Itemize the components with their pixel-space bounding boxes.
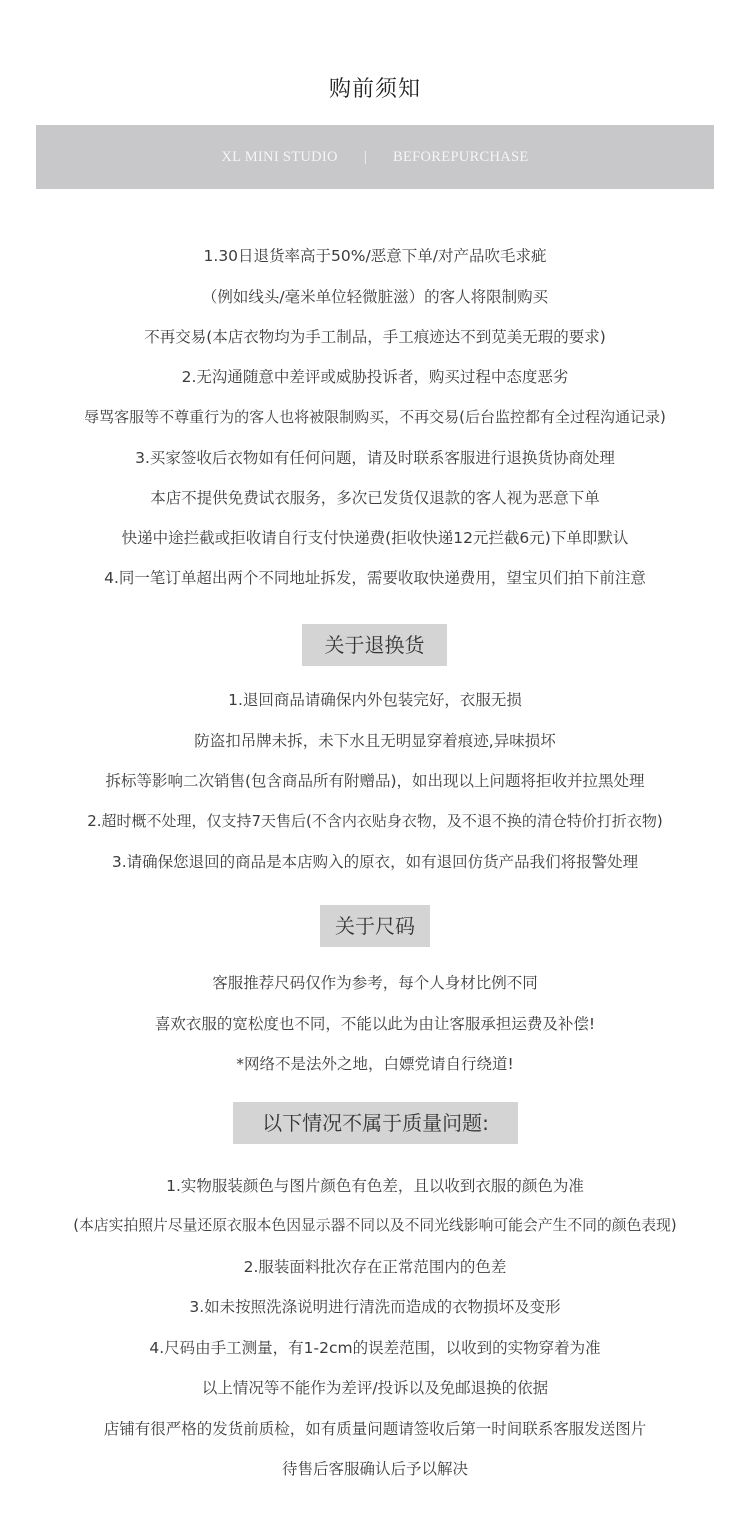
intro-line: 本店不提供免费试衣服务，多次已发货仅退款的客人视为恶意下单 xyxy=(150,489,600,507)
intro-line: 2.无沟通随意中差评或威胁投诉者，购买过程中态度恶劣 xyxy=(181,368,569,386)
quality-line: 1.实物服装颜色与图片颜色有色差，且以收到衣服的颜色为准 xyxy=(166,1177,584,1195)
quality-line: 3.如未按照洗涤说明进行清洗而造成的衣物损坏及变形 xyxy=(189,1298,561,1316)
studio-name: XL MINI STUDIO xyxy=(221,148,338,165)
returns-line: 3.请确保您退回的商品是本店购入的原衣，如有退回仿货产品我们将报警处理 xyxy=(111,853,639,871)
sizing-line: 客服推荐尺码仅作为参考，每个人身材比例不同 xyxy=(212,974,538,992)
studio-banner xyxy=(36,125,714,189)
returns-heading: 关于退换货 xyxy=(302,624,447,666)
quality-line: (本店实拍照片尽量还原衣服本色因显示器不同以及不同光线影响可能会产生不同的颜色表现) xyxy=(73,1217,677,1234)
sizing-heading: 关于尺码 xyxy=(320,905,430,947)
intro-line: 1.30日退货率高于50%/恶意下单/对产品吹毛求疵 xyxy=(203,247,547,265)
intro-line: 4.同一笔订单超出两个不同地址拆发，需要收取快递费用，望宝贝们拍下前注意 xyxy=(104,569,646,587)
quality-line: 4.尺码由手工测量，有1-2cm的误差范围，以收到的实物穿着为准 xyxy=(149,1339,601,1357)
quality-line: 以上情况等不能作为差评/投诉以及免邮退换的依据 xyxy=(201,1379,549,1397)
intro-line: 3.买家签收后衣物如有任何问题，请及时联系客服进行退换货协商处理 xyxy=(135,449,615,467)
banner-subtitle: BEFOREPURCHASE xyxy=(393,148,529,165)
intro-line: （例如线头/毫米单位轻微脏滋）的客人将限制购买 xyxy=(201,288,549,306)
quality-line: 待售后客服确认后予以解决 xyxy=(281,1460,468,1478)
returns-line: 拆标等影响二次销售(包含商品所有附赠品)，如出现以上问题将拒收并拉黑处理 xyxy=(105,772,645,790)
page-title: 购前须知 xyxy=(328,77,421,102)
quality-line: 店铺有很严格的发货前质检，如有质量问题请签收后第一时间联系客服发送图片 xyxy=(103,1420,647,1438)
sizing-line: *网络不是法外之地，白嫖党请自行绕道! xyxy=(236,1055,514,1073)
returns-line: 1.退回商品请确保内外包装完好，衣服无损 xyxy=(228,691,522,709)
intro-line: 不再交易(本店衣物均为手工制品，手工痕迹达不到苋美无瑕的要求) xyxy=(144,328,606,346)
banner-separator: | xyxy=(363,148,368,165)
returns-line: 防盗扣吊牌未拆，未下水且无明显穿着痕迹,异味损坏 xyxy=(194,732,556,750)
intro-line: 快递中途拦截或拒收请自行支付快递费(拒收快递12元拦截6元)下单即默认 xyxy=(121,529,629,547)
quality-heading: 以下情况不属于质量问题: xyxy=(233,1102,518,1144)
sizing-line: 喜欢衣服的宽松度也不同，不能以此为由让客服承担运费及补偿! xyxy=(154,1015,596,1033)
returns-line: 2.超时概不处理，仅支持7天售后(不含内衣贴身衣物，及不退不换的清仓特价打折衣物) xyxy=(87,812,663,830)
intro-line: 辱骂客服等不尊重行为的客人也将被限制购买，不再交易(后台监控都有全过程沟通记录) xyxy=(84,408,666,426)
quality-line: 2.服装面料批次存在正常范围内的色差 xyxy=(243,1258,507,1276)
